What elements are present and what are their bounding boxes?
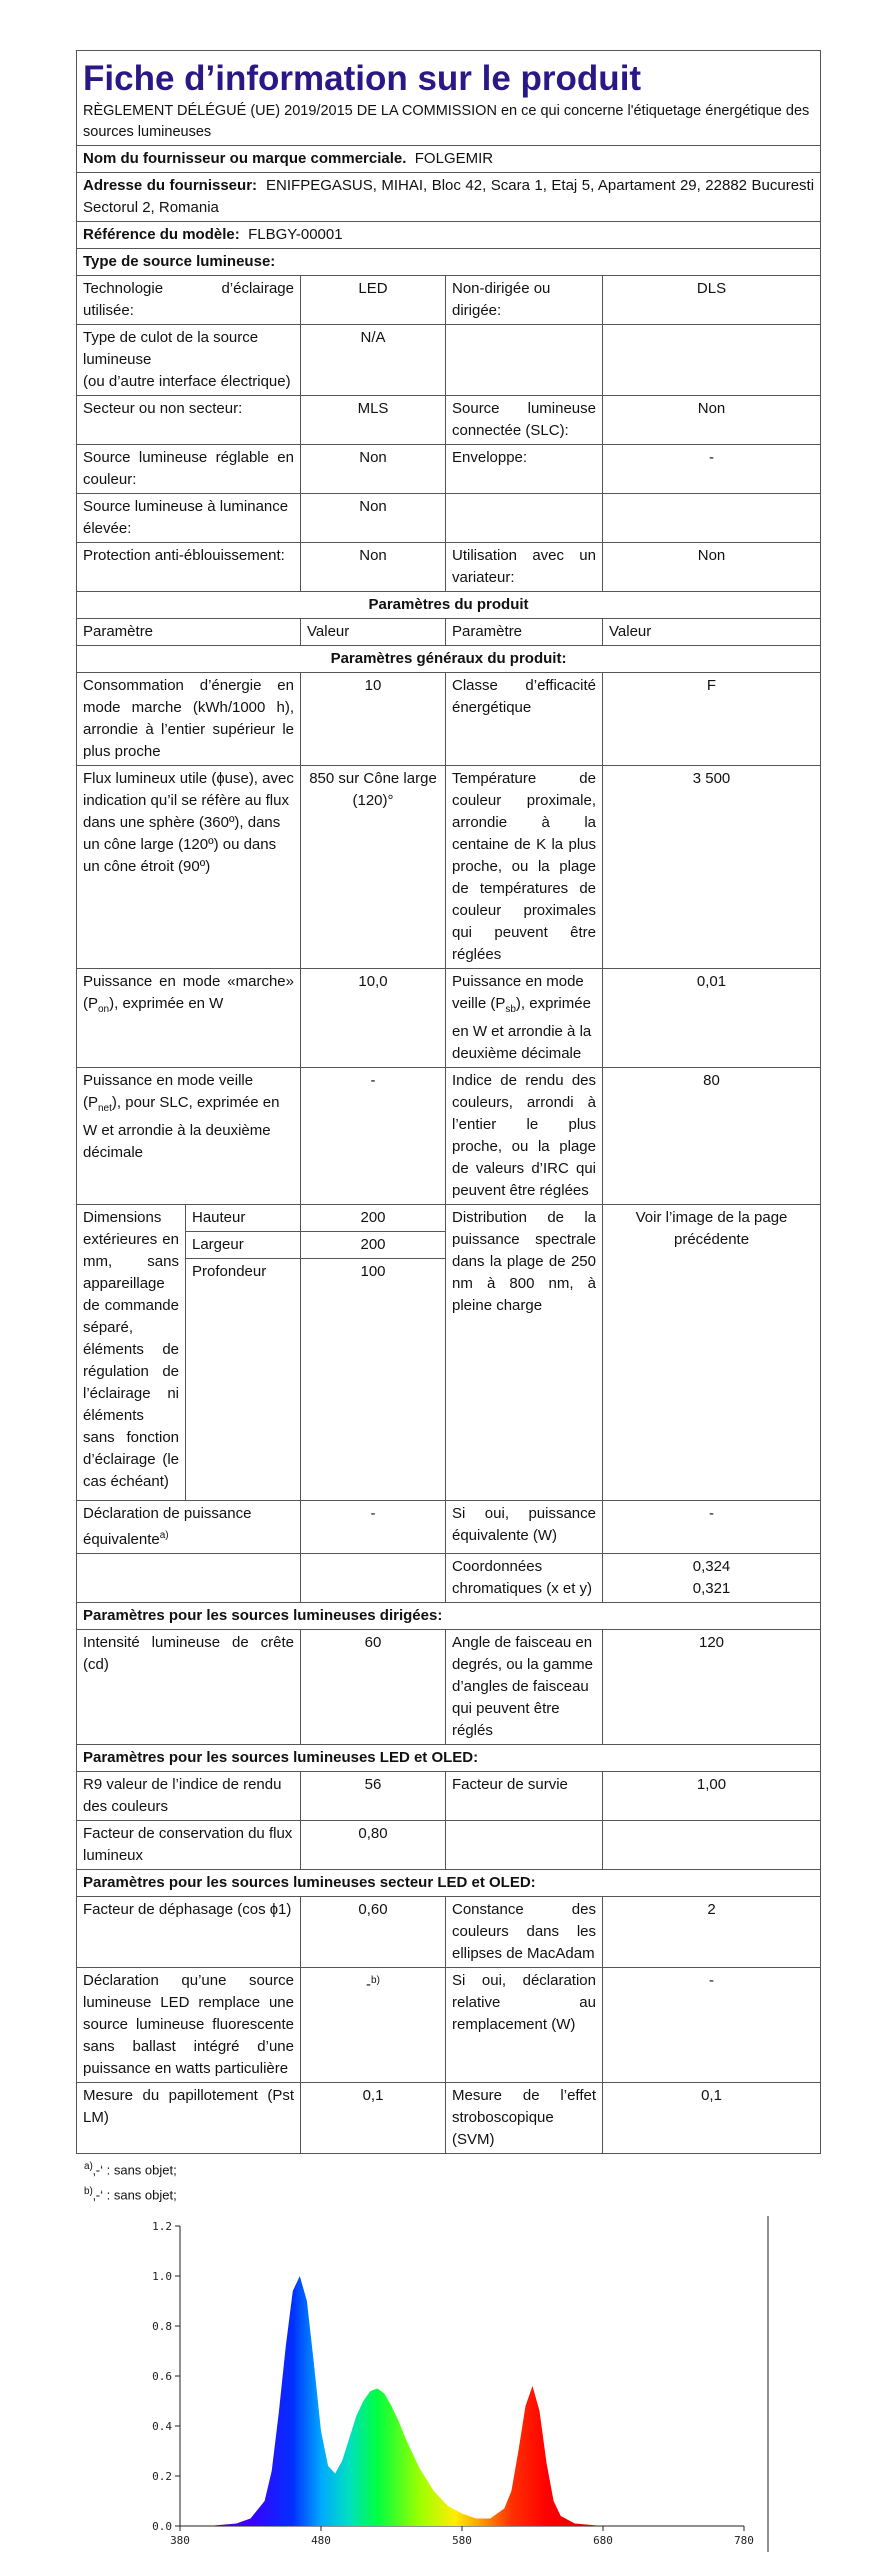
param-label: Classe d’efficacité énergétique <box>446 673 603 766</box>
page-title: Fiche d’information sur le produit <box>83 59 642 98</box>
directional-heading: Paramètres pour les sources lumineuses dirigées: <box>77 1602 821 1629</box>
param-label: Facteur de déphasage (cos ɸ1) <box>77 1896 301 1967</box>
table-row <box>77 2082 821 2153</box>
table-row <box>77 1629 821 1744</box>
param-label <box>446 325 603 396</box>
width-value: 200 <box>301 1232 446 1259</box>
param-value: MLS <box>301 396 446 445</box>
y-tick-label: 0.6 <box>152 2370 172 2383</box>
y-tick-label: 1.0 <box>152 2270 172 2283</box>
column-header-param: Paramètre <box>77 619 301 646</box>
spectral-distribution-label: Distribution de la puissance spectrale dans la plage de 250 nm à 800 nm, à pleine charge <box>446 1205 603 1501</box>
y-tick-label: 0.0 <box>152 2520 172 2533</box>
spectral-distribution-value: Voir l’image de la page précédente <box>603 1205 821 1501</box>
param-label: Déclaration de puissance équivalente$^{a)}$ <box>77 1500 301 1553</box>
param-label: Température de couleur proximale, arrondie à la centaine de K la plus proche, ou la plage de températures de couleur proximales qui peuvent être réglées <box>446 766 603 969</box>
light-source-type-heading: Type de source lumineuse: <box>77 249 821 276</box>
param-value: 56 <box>301 1771 446 1820</box>
param-label: Angle de faisceau en degrés, ou la gamme d’angles de faisceau qui peuvent être réglés <box>446 1629 603 1744</box>
supplier-address-value: ENIFPEGASUS, MIHAI, Bloc 42, Scara 1, Etaj 5, Apartament 29, 22882 Bucuresti Sectorul 2, Romania <box>83 177 815 216</box>
table-row <box>77 276 821 325</box>
model-reference-row <box>77 222 821 249</box>
param-label <box>446 494 603 543</box>
param-label: Type de culot de la source lumineuse (ou d’autre interface électrique) <box>77 325 301 396</box>
param-label: Source lumineuse connectée (SLC): <box>446 396 603 445</box>
table-row <box>77 543 821 592</box>
spectral-power-chart <box>120 2212 780 2560</box>
depth-value: 100 <box>301 1259 446 1286</box>
param-value: N/A <box>301 325 446 396</box>
param-value: - <box>603 1500 821 1553</box>
product-information-sheet <box>76 50 820 2208</box>
supplier-name-row <box>77 146 821 173</box>
param-label: Protection anti-éblouissement: <box>77 543 301 592</box>
supplier-address-row <box>77 173 821 222</box>
param-label: Déclaration qu’une source lumineuse LED remplace une source lumineuse fluorescente sans ballast intégré d’une puissance en watts particulière <box>77 1967 301 2082</box>
param-value: LED <box>301 276 446 325</box>
param-label: Intensité lumineuse de crête (cd) <box>77 1629 301 1744</box>
table-row <box>77 766 821 969</box>
param-value: - <box>301 1068 446 1205</box>
height-label: Hauteur <box>186 1205 301 1232</box>
param-value <box>603 325 821 396</box>
param-value: Non <box>301 543 446 592</box>
column-header-row <box>77 619 821 646</box>
param-value: Non <box>301 494 446 543</box>
param-value: Non <box>603 396 821 445</box>
supplier-name-value: FOLGEMIR <box>414 150 494 167</box>
param-label: Facteur de conservation du flux lumineux <box>77 1820 301 1869</box>
param-label: Secteur ou non secteur: <box>77 396 301 445</box>
param-label: Source lumineuse à luminance élevée: <box>77 494 301 543</box>
product-params-heading: Paramètres du produit <box>77 592 821 619</box>
table-row <box>77 1820 821 1869</box>
chroma-x: 0,324 <box>692 1557 731 1575</box>
param-label: Si oui, puissance équivalente (W) <box>446 1500 603 1553</box>
footnote-a: $^{a)}$‚-‘ : sans objet; <box>84 2160 177 2177</box>
chroma-y: 0,321 <box>692 1579 731 1597</box>
param-label: Mesure de l’effet stroboscopique (SVM) <box>446 2082 603 2153</box>
table-row <box>77 969 821 1068</box>
param-label: Si oui, déclaration relative au remplacement (W) <box>446 1967 603 2082</box>
supplier-name-label: Nom du fournisseur ou marque commerciale. <box>83 150 407 167</box>
param-label: Constance des couleurs dans les ellipses de MacAdam <box>446 1896 603 1967</box>
param-label: Indice de rendu des couleurs, arrondi à l’entier le plus proche, ou la plage de valeurs d’IRC qui peuvent être réglées <box>446 1068 603 1205</box>
param-value: -$^{b)}$ <box>301 1967 446 2082</box>
depth-label: Profondeur <box>186 1259 301 1286</box>
table-row <box>77 1553 821 1602</box>
x-tick-label: 380 <box>170 2534 190 2547</box>
param-value <box>603 1553 821 1602</box>
param-label: Enveloppe: <box>446 445 603 494</box>
param-label: Utilisation avec un variateur: <box>446 543 603 592</box>
regulation-subtitle: RÈGLEMENT DÉLÉGUÉ (UE) 2019/2015 DE LA COMMISSION en ce qui concerne l'étiquetage énergétique des sources lumineuses <box>83 103 810 140</box>
model-reference-label: Référence du modèle: <box>83 226 240 243</box>
param-label: Coordonnées chromatiques (x et y) <box>446 1553 603 1602</box>
dimensions-label: Dimensions extérieures en mm, sans appareillage de commande séparé, éléments de régulation de l’éclairage ni éléments sans fonction d’éclairage (le cas échéant) <box>77 1205 186 1501</box>
table-row <box>77 494 821 543</box>
y-tick-label: 0.8 <box>152 2320 172 2333</box>
x-tick-label: 780 <box>734 2534 754 2547</box>
y-tick-label: 0.2 <box>152 2470 172 2483</box>
supplier-address-label: Adresse du fournisseur: <box>83 177 258 194</box>
param-value: 2 <box>603 1896 821 1967</box>
spectrum-area <box>180 2276 744 2526</box>
table-row <box>77 1500 821 1553</box>
height-value: 200 <box>301 1205 446 1232</box>
table-row <box>77 396 821 445</box>
param-value: 60 <box>301 1629 446 1744</box>
y-tick-label: 0.4 <box>152 2420 172 2433</box>
model-reference-value: FLBGY-00001 <box>248 226 343 243</box>
param-label: Puissance en mode veille $(P_{net})$, pour SLC, exprimée en W et arrondie à la deuxième décimale <box>77 1068 301 1205</box>
param-value: - <box>603 1967 821 2082</box>
param-label: Mesure du papillotement (Pst LM) <box>77 2082 301 2153</box>
param-value: 0,60 <box>301 1896 446 1967</box>
param-label: Puissance en mode veille $(P_{sb})$, exprimée en W et arrondie à la deuxième décimale <box>446 969 603 1068</box>
param-value: Non <box>603 543 821 592</box>
param-label: Non-dirigée ou dirigée: <box>446 276 603 325</box>
param-value: Non <box>301 445 446 494</box>
param-value: - <box>301 1500 446 1553</box>
table-row <box>77 673 821 766</box>
column-header-value: Valeur <box>301 619 446 646</box>
param-value: 0,80 <box>301 1820 446 1869</box>
footnote-b: $^{b)}$‚-‘ : sans objet; <box>84 2185 177 2203</box>
led-oled-heading: Paramètres pour les sources lumineuses LED et OLED: <box>77 1744 821 1771</box>
param-value: 3 500 <box>603 766 821 969</box>
table-row <box>77 1896 821 1967</box>
spectrum-svg <box>120 2212 780 2560</box>
param-label: Facteur de survie <box>446 1771 603 1820</box>
param-value: - <box>603 445 821 494</box>
dimensions-row <box>77 1205 821 1232</box>
table-row <box>77 1771 821 1820</box>
table-row <box>77 1068 821 1205</box>
param-label: R9 valeur de l’indice de rendu des couleurs <box>77 1771 301 1820</box>
column-header-param: Paramètre <box>446 619 603 646</box>
table-row <box>77 445 821 494</box>
param-value: 10 <box>301 673 446 766</box>
x-tick-label: 580 <box>452 2534 472 2547</box>
param-value: 120 <box>603 1629 821 1744</box>
param-label: Technologie d’éclairage utilisée: <box>77 276 301 325</box>
param-value: 80 <box>603 1068 821 1205</box>
table-row <box>77 1967 821 2082</box>
param-value: DLS <box>603 276 821 325</box>
param-label: Puissance en mode «marche» $(P_{on})$, exprimée en W <box>77 969 301 1068</box>
param-label: Consommation d’énergie en mode marche (kWh/1000 h), arrondie à l’entier supérieur le plus proche <box>77 673 301 766</box>
param-label: Source lumineuse réglable en couleur: <box>77 445 301 494</box>
param-value: 0,01 <box>603 969 821 1068</box>
mains-heading: Paramètres pour les sources lumineuses secteur LED et OLED: <box>77 1869 821 1896</box>
param-value: 850 sur Cône large (120)° <box>301 766 446 969</box>
x-tick-label: 680 <box>593 2534 613 2547</box>
param-value: 1,00 <box>603 1771 821 1820</box>
general-params-heading: Paramètres généraux du produit: <box>77 646 821 673</box>
x-tick-label: 480 <box>311 2534 331 2547</box>
param-value: 0,1 <box>603 2082 821 2153</box>
param-value <box>603 494 821 543</box>
table-row <box>77 325 821 396</box>
param-value: 10,0 <box>301 969 446 1068</box>
param-value: F <box>603 673 821 766</box>
product-info-table <box>76 50 821 2154</box>
param-label: Flux lumineux utile (ɸuse), avec indication qu’il se réfère au flux dans une sphère (360º), dans un cône large (120º) ou dans un cône étroit (90º) <box>77 766 301 969</box>
param-value: 0,1 <box>301 2082 446 2153</box>
column-header-value: Valeur <box>603 619 821 646</box>
y-tick-label: 1.2 <box>152 2220 172 2233</box>
width-label: Largeur <box>186 1232 301 1259</box>
